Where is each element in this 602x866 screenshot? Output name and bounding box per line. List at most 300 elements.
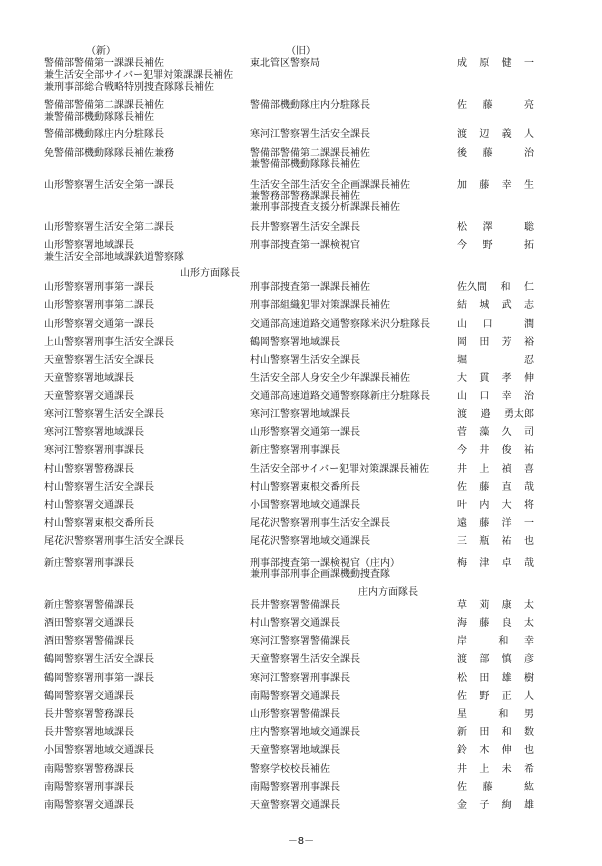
old-position-line: 兼警務部警務課課長補佐 (250, 191, 360, 202)
person-name-char: 加 (457, 180, 467, 191)
person-name-char: 鈴 (457, 745, 467, 756)
person-name-char: 裕 (523, 337, 534, 348)
person-name-char: 藤 (482, 100, 493, 111)
new-position (44, 536, 254, 548)
new-position-line: 長井警察署警務課長 (44, 709, 134, 720)
person-name-char: 井 (457, 764, 467, 775)
new-position-line: 兼警備部機動隊隊長補佐 (44, 112, 154, 123)
new-position-line: 山形警察署生活安全第一課長 (44, 180, 174, 191)
old-position-line: 交通部高速道路交通警察隊米沢分駐隊長 (250, 319, 430, 330)
old-position-line: 兼警備部機動隊隊長補佐 (250, 159, 360, 170)
new-position-line: 山形警察署刑事第一課長 (44, 282, 154, 293)
new-position-line: 村山警察署警務課長 (44, 464, 134, 475)
new-position (44, 500, 254, 512)
old-position (250, 691, 455, 702)
person-name-char: 澤 (482, 222, 493, 233)
person-name-char: 喜 (523, 464, 534, 475)
person-name-char: 孝 (501, 373, 512, 384)
new-position (44, 709, 254, 721)
old-position (250, 445, 455, 456)
person-name-char: 草 (457, 600, 467, 611)
page-number: －8－ (287, 836, 315, 847)
old-position-line: 寒河江警察署生活安全課長 (250, 129, 370, 140)
person-name-char: 将 (523, 500, 534, 511)
old-position-line: 村山警察署交通課長 (250, 618, 340, 629)
person-name-char: 佐 (457, 100, 467, 111)
person-name-char: 野 (482, 240, 493, 251)
new-position (44, 745, 254, 757)
new-position-line: 尾花沢警察署刑事生活安全課長 (44, 536, 184, 547)
new-position (44, 600, 254, 612)
new-position (44, 558, 254, 570)
old-position (250, 373, 455, 384)
new-position-line: 鶴岡警察署生活安全課長 (44, 654, 154, 665)
person-name (457, 58, 534, 70)
old-position-line: 兼刑事部捜査支援分析課課長補佐 (250, 202, 400, 213)
person-name (457, 464, 534, 476)
person-name (457, 500, 534, 512)
person-name-char: 松 (457, 673, 467, 684)
person-name-char: 藻 (479, 427, 490, 438)
person-name-char: 佐 (457, 782, 467, 793)
person-name-char: 聡 (523, 222, 534, 233)
old-position (250, 180, 455, 213)
person-name-char: 也 (523, 745, 534, 756)
person-name-char: 人 (523, 691, 534, 702)
new-position (44, 319, 254, 331)
person-name-char: 勇太郎 (504, 409, 534, 420)
person-name-char: 幸 (501, 391, 512, 402)
person-name-char: 直 (501, 482, 512, 493)
person-name-char: 佐 (457, 691, 467, 702)
new-position (44, 800, 254, 812)
person-name (457, 148, 534, 160)
old-position-line: 山形警察署交通第一課長 (250, 427, 360, 438)
person-name-char: 木 (479, 745, 490, 756)
person-name-char: 邉 (480, 409, 491, 420)
person-name-char: 希 (523, 764, 534, 775)
new-position (44, 180, 254, 192)
new-position (44, 673, 254, 685)
person-name-char: 紘 (523, 782, 534, 793)
new-position (44, 240, 254, 264)
person-name-char: 岡 (457, 337, 467, 348)
old-position (250, 727, 455, 738)
person-name-char: 俊 (501, 445, 512, 456)
person-name-char: 野 (479, 691, 490, 702)
person-name-char: 伸 (501, 745, 512, 756)
new-position-line: 酒田警察署警備課長 (44, 636, 134, 647)
old-position (250, 636, 455, 647)
person-name (457, 337, 534, 349)
new-position-line: 南陽警察署刑事課長 (44, 782, 134, 793)
old-position (250, 764, 455, 775)
new-position-line: 寒河江警察署刑事課長 (44, 445, 144, 456)
old-position (250, 654, 455, 665)
person-name-char: 藤 (479, 482, 490, 493)
new-position-line: 長井警察署地域課長 (44, 727, 134, 738)
old-position-line: 小国警察署地域交通課長 (250, 500, 360, 511)
new-position (44, 282, 254, 294)
old-position (250, 745, 455, 756)
person-name-char: 藤 (479, 618, 490, 629)
person-name-char: 井 (479, 445, 490, 456)
person-name-char: 藤 (482, 148, 493, 159)
new-position-line: 警備部警備第二課課長補佐 (44, 100, 164, 111)
person-name (457, 558, 534, 570)
old-position-line: 兼刑事部刑事企画課機動捜査隊 (250, 569, 390, 580)
old-position-line: 新庄警察署刑事課長 (250, 445, 340, 456)
old-position-line: 刑事部捜査第一課課長補佐 (250, 282, 370, 293)
person-name-char: 結 (457, 300, 467, 311)
old-position-line: 刑事部捜査第一課検視官（庄内） (250, 558, 400, 569)
new-position (44, 618, 254, 630)
person-name (457, 373, 534, 385)
person-name-char: 祐 (523, 445, 534, 456)
person-name (457, 282, 534, 294)
new-position-line: 鶴岡警察署刑事第一課長 (44, 673, 154, 684)
person-name-char: 貫 (479, 373, 490, 384)
section-label: 庄内方面隊長 (358, 587, 418, 598)
person-name (457, 482, 534, 494)
header-old-label: （旧） (286, 46, 316, 57)
old-position-line: 警備部警備第二課課長補佐 (250, 148, 370, 159)
person-name-char: 一 (523, 518, 534, 529)
old-position-line: 長井警察署生活安全課長 (250, 222, 360, 233)
new-position-line: 山形警察署生活安全第二課長 (44, 222, 174, 233)
person-name-char: 田 (479, 337, 490, 348)
new-position-line: 酒田警察署交通課長 (44, 618, 134, 629)
old-position-line: 庄内警察署地域交通課長 (250, 727, 360, 738)
person-name-char: 成 (457, 58, 467, 69)
person-name (457, 427, 534, 439)
old-position-line: 生活安全部人身安全少年課課長補佐 (250, 373, 410, 384)
new-position-line: 南陽警察署交通課長 (44, 800, 134, 811)
new-position (44, 482, 254, 494)
person-name (457, 673, 534, 685)
person-name-char: 後 (457, 148, 467, 159)
person-name (457, 222, 534, 234)
person-name-char: 金 (457, 800, 467, 811)
person-name-char: 和 (501, 727, 512, 738)
person-name (457, 727, 534, 739)
person-name (457, 636, 534, 648)
person-name-char: 治 (523, 148, 534, 159)
person-name-char: 武 (501, 300, 512, 311)
person-name-char: 梅 (457, 558, 467, 569)
new-position-line: 新庄警察署刑事課長 (44, 558, 134, 569)
person-name-char: 今 (457, 445, 467, 456)
new-position-line: 天童警察署交通課長 (44, 391, 134, 402)
person-name-char: 絢 (501, 800, 512, 811)
new-position (44, 391, 254, 403)
person-name-char: 祐 (501, 536, 512, 547)
person-name-char: 藤 (479, 518, 490, 529)
person-name-char: 叶 (457, 500, 467, 511)
person-name (457, 745, 534, 757)
person-name-char: 佐久間 (457, 282, 487, 293)
old-position (250, 427, 455, 438)
person-name (457, 800, 534, 812)
old-position (250, 673, 455, 684)
old-position-line: 長井警察署警備課長 (250, 600, 340, 611)
old-position (250, 282, 455, 293)
new-position-line: 鶴岡警察署交通課長 (44, 691, 134, 702)
new-position (44, 222, 254, 234)
person-name-char: 正 (501, 691, 512, 702)
person-name (457, 129, 534, 141)
old-position-line: 村山警察署生活安全課長 (250, 355, 360, 366)
person-name-char: 渡 (457, 654, 467, 665)
person-name-char: 海 (457, 618, 467, 629)
new-position (44, 427, 254, 439)
new-position-line: 天童警察署地域課長 (44, 373, 134, 384)
header-new-label: （新） (86, 46, 116, 57)
new-position-line: 村山警察署生活安全課長 (44, 482, 154, 493)
person-name-char: 山 (457, 391, 467, 402)
person-name-char: 田 (479, 673, 490, 684)
new-position-line: 寒河江警察署生活安全課長 (44, 409, 164, 420)
person-name-char: 志 (523, 300, 534, 311)
old-position-line: 警備部機動隊庄内分駐隊長 (250, 100, 370, 111)
old-position-line: 生活安全部サイバー犯罪対策課課長補佐 (250, 464, 430, 475)
person-name-char: 雄 (523, 800, 534, 811)
person-name-char: 和 (498, 636, 509, 647)
person-name-char: 口 (479, 391, 490, 402)
person-name-char: 生 (523, 180, 534, 191)
person-name-char: 内 (479, 500, 490, 511)
old-position (250, 558, 455, 580)
old-position-line: 交通部高速道路交通警察隊新庄分駐隊長 (250, 391, 430, 402)
new-position (44, 727, 254, 739)
person-name-char: 田 (479, 727, 490, 738)
person-name-char: 樹 (523, 673, 534, 684)
new-position (44, 355, 254, 367)
old-position-line: 鶴岡警察署地域課長 (250, 337, 340, 348)
person-name-char: 幸 (523, 636, 534, 647)
new-position-line: 新庄警察署警備課長 (44, 600, 134, 611)
person-name (457, 654, 534, 666)
section-label: 山形方面隊長 (180, 268, 240, 279)
old-position-line: 南陽警察署刑事課長 (250, 782, 340, 793)
new-position-line: 兼刑事部総合戦略特別捜査隊隊長補佐 (44, 82, 214, 93)
person-name-char: 康 (501, 600, 512, 611)
old-position (250, 618, 455, 629)
person-name-char: 和 (498, 709, 509, 720)
person-name-char: 菅 (457, 427, 467, 438)
old-position (250, 391, 455, 402)
new-position-line: 小国警察署地域交通課長 (44, 745, 154, 756)
old-position (250, 518, 455, 529)
old-position-line: 天童警察署地域課長 (250, 745, 340, 756)
person-name-char: 城 (479, 300, 490, 311)
new-position (44, 337, 254, 349)
person-name-char: 星 (457, 709, 467, 720)
person-name (457, 518, 534, 530)
person-name (457, 355, 534, 367)
new-position-line: 南陽警察署警務課長 (44, 764, 134, 775)
person-name (457, 445, 534, 457)
person-name-char: 慎 (501, 654, 512, 665)
person-name-char: 太 (523, 618, 534, 629)
old-position-line: 尾花沢警察署刑事生活安全課長 (250, 518, 390, 529)
new-position-line: 兼生活安全部サイバー犯罪対策課課長補佐 (44, 70, 234, 81)
person-name-char: 哉 (523, 482, 534, 493)
person-name-char: 洋 (501, 518, 512, 529)
new-position-line: 天童警察署生活安全課長 (44, 355, 154, 366)
person-name (457, 536, 534, 548)
old-position-line: 寒河江警察署刑事課長 (250, 673, 350, 684)
old-position (250, 500, 455, 511)
person-name-char: 三 (457, 536, 467, 547)
person-name-char: 上 (479, 464, 490, 475)
person-name-char: 堀 (457, 355, 467, 366)
new-position-line: 上山警察署刑事生活安全課長 (44, 337, 174, 348)
new-position (44, 129, 254, 141)
person-name-char: 伸 (523, 373, 534, 384)
old-position (250, 148, 455, 170)
person-name-char: 未 (501, 764, 512, 775)
person-name-char: 新 (457, 727, 467, 738)
person-name-char: 忍 (524, 355, 534, 366)
person-name-char: 大 (457, 373, 467, 384)
new-position-line: 村山警察署交通課長 (44, 500, 134, 511)
old-position-line: 村山警察署東根交番所長 (250, 482, 360, 493)
old-position (250, 536, 455, 547)
old-position (250, 782, 455, 793)
old-position-line: 警察学校校長補佐 (250, 764, 330, 775)
person-name-char: 人 (523, 129, 534, 140)
person-name-char: 藤 (479, 180, 490, 191)
new-position-line: 警備部警備第一課課長補佐 (44, 58, 164, 69)
old-position (250, 222, 455, 233)
person-name-char: 今 (457, 240, 467, 251)
new-position (44, 654, 254, 666)
old-position-line: 刑事部組織犯罪対策課課長補佐 (250, 300, 390, 311)
old-position-line: 南陽警察署交通課長 (250, 691, 340, 702)
new-position (44, 782, 254, 794)
new-position (44, 764, 254, 776)
old-position (250, 600, 455, 611)
person-name (457, 319, 534, 331)
person-name (457, 764, 534, 776)
new-position-line: 山形警察署交通第一課長 (44, 319, 154, 330)
old-position-line: 寒河江警察署地域課長 (250, 409, 350, 420)
old-position-line: 天童警察署交通課長 (250, 800, 340, 811)
old-position (250, 240, 455, 251)
new-position (44, 58, 254, 94)
person-name-char: 哉 (523, 558, 534, 569)
new-position (44, 409, 254, 421)
old-position (250, 300, 455, 311)
person-name-char: 遠 (457, 518, 467, 529)
person-name-char: 潤 (523, 319, 534, 330)
person-name-char: 亮 (523, 100, 534, 111)
new-position-line: 村山警察署東根交番所長 (44, 518, 154, 529)
person-name-char: 彦 (523, 654, 534, 665)
person-name (457, 391, 534, 403)
person-name-char: 治 (523, 391, 534, 402)
new-position (44, 373, 254, 385)
person-name-char: 岸 (457, 636, 467, 647)
old-position (250, 709, 455, 720)
new-position-line: 寒河江警察署地域課長 (44, 427, 144, 438)
person-name (457, 782, 534, 794)
person-name-char: 原 (479, 58, 490, 69)
old-position (250, 129, 455, 140)
person-name-char: 数 (523, 727, 534, 738)
old-position-line: 天童警察署生活安全課長 (250, 654, 360, 665)
person-name-char: 幸 (501, 180, 512, 191)
person-name-char: 藤 (482, 782, 493, 793)
old-position (250, 355, 455, 366)
new-position (44, 100, 254, 124)
person-name-char: 大 (501, 500, 512, 511)
person-name (457, 300, 534, 312)
new-position-line: 警備部機動隊庄内分駐隊長 (44, 129, 164, 140)
person-name-char: 久 (501, 427, 512, 438)
old-position-line: 山形警察署警備課長 (250, 709, 340, 720)
person-name-char: 義 (501, 129, 512, 140)
person-name-char: 苅 (479, 600, 490, 611)
person-name-char: 禎 (501, 464, 512, 475)
person-name-char: 上 (479, 764, 490, 775)
new-position (44, 691, 254, 703)
old-position (250, 482, 455, 493)
person-name-char: 井 (457, 464, 467, 475)
new-position (44, 518, 254, 530)
new-position-line: 兼生活安全部地域課鉄道警察隊 (44, 252, 184, 263)
person-name-char: 部 (479, 654, 490, 665)
person-name-char: 子 (479, 800, 490, 811)
person-name (457, 100, 534, 112)
new-position-line: 免警備部機動隊隊長補佐兼務 (44, 148, 174, 159)
old-position (250, 800, 455, 811)
person-name-char: 仁 (524, 282, 534, 293)
old-position-line: 東北管区警察局 (250, 58, 320, 69)
person-name-char: 雄 (501, 673, 512, 684)
person-name-char: 芳 (501, 337, 512, 348)
new-position (44, 445, 254, 457)
old-position-line: 寒河江警察署警備課長 (250, 636, 350, 647)
person-name-char: 渡 (457, 409, 467, 420)
person-name-char: 瓶 (479, 536, 490, 547)
person-name (457, 409, 534, 421)
person-name-char: 辺 (479, 129, 490, 140)
new-position-line: 山形警察署刑事第二課長 (44, 300, 154, 311)
person-name (457, 709, 534, 721)
person-name (457, 180, 534, 192)
old-position (250, 100, 455, 111)
old-position (250, 319, 455, 330)
person-name (457, 618, 534, 630)
new-position (44, 636, 254, 648)
old-position-line: 生活安全部生活安全企画課課長補佐 (250, 180, 410, 191)
person-name-char: 卓 (501, 558, 512, 569)
person-name (457, 691, 534, 703)
person-name-char: 男 (523, 709, 534, 720)
person-name-char: 良 (501, 618, 512, 629)
person-name-char: 山 (457, 319, 467, 330)
new-position (44, 464, 254, 476)
old-position-line: 尾花沢警察署地域交通課長 (250, 536, 370, 547)
person-name (457, 240, 534, 252)
person-name-char: 和 (500, 282, 511, 293)
person-name-char: 津 (479, 558, 490, 569)
person-name-char: 佐 (457, 482, 467, 493)
old-position (250, 464, 455, 475)
old-position (250, 58, 455, 69)
